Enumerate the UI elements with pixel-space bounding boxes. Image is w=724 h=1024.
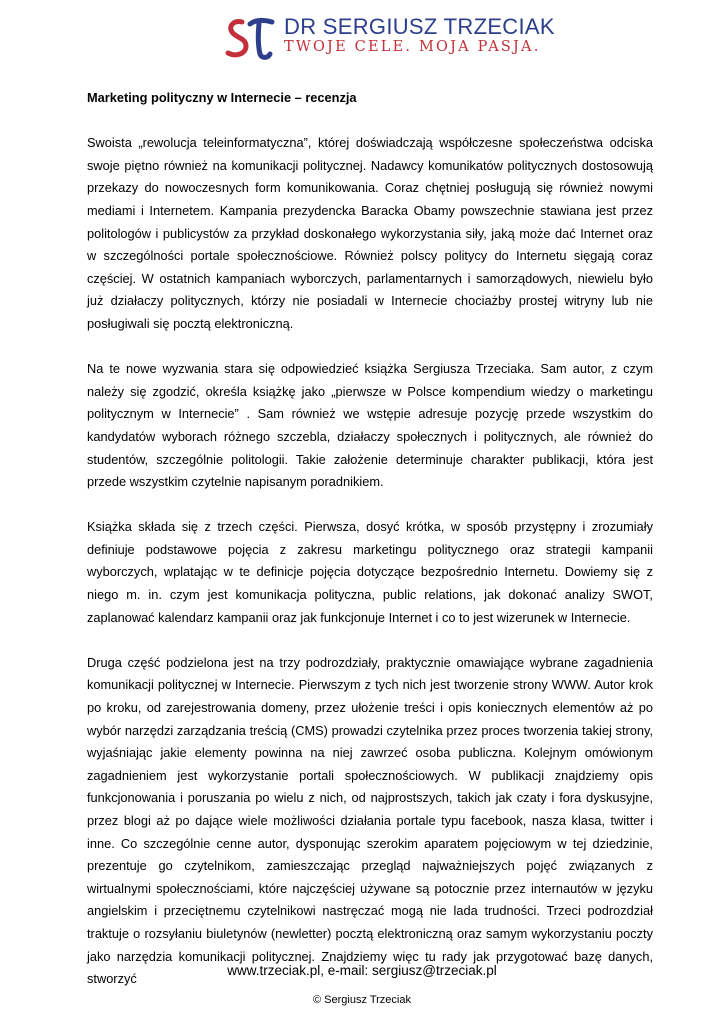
logo-icon <box>222 14 276 62</box>
document-body <box>87 87 653 1013</box>
footer-contact: www.trzeciak.pl, e-mail: sergiusz@trzeciak.pl <box>227 963 497 978</box>
footer-copyright: © Sergiusz Trzeciak <box>313 994 411 1006</box>
document-title: Marketing polityczny w Internecie – recenzja <box>87 90 357 105</box>
brand-tagline: TWOJE CELE. MOJA PASJA. <box>284 39 541 55</box>
brand-name: DR SERGIUSZ TRZECIAK <box>284 14 555 39</box>
paragraph-1: Swoista „rewolucja teleinformatyczna”, której doświadczają współczesne społeczeństwa odciska swoje piętno również na komunikacji politycznej. Nadawcy komunikatów politycznych dostosowują przekazy do nowoczesnych form komunikowania. Coraz chętniej posługują się również nowymi mediami i Internetem. Kampania prezydencka Baracka Obamy powszechnie stawiana jest przez politologów i publicystów za przykład doskonałego wykorzystania siły, jaką może dać Internet oraz w szczególności portale społecznościowe. Również polscy politycy do Internetu sięgają coraz częściej. W ostatnich kampaniach wyborczych, parlamentarnych i samorządowych, niewielu było już działaczy politycznych, którzy nie posiadali w Internecie chociażby prostej witryny lub nie posługiwali się pocztą elektroniczną. <box>87 135 653 331</box>
page-header <box>0 0 724 70</box>
paragraph-3: Książka składa się z trzech części. Pierwsza, dosyć krótka, w sposób przystępny i zrozumiały definiuje podstawowe pojęcia z zakresu marketingu politycznego oraz strategii kampanii wyborczych, wplatając w te definicje pojęcia dotyczące bezpośrednio Internetu. Dowiemy się z niego m. in. czym jest komunikacja polityczna, public relations, jak dokonać analizy SWOT, zaplanować kalendarz kampanii oraz jak funkcjonuje Internet i co to jest wizerunek w Internecie. <box>87 519 653 625</box>
paragraph-4: Druga część podzielona jest na trzy podrozdziały, praktycznie omawiające wybrane zagadnienia komunikacji politycznej w Internecie. Pierwszym z tych nich jest tworzenie strony WWW. Autor krok po kroku, od zarejestrowania domeny, przez ułożenie treści i opis koniecznych elementów aż po wybór narzędzi zarządzania treścią (CMS) prowadzi czytelnika przez proces tworzenia takiej strony, wyjaśniając jakie elementy powinna na niej zawrzeć osoba publiczna. Kolejnym omówionym zagadnieniem jest wykorzystanie portali społecznościowych. W publikacji znajdziemy opis funkcjonowania i poruszania po wielu z nich, od najprostszych, takich jak czaty i fora dyskusyjne, przez blogi aż po dające wiele możliwości działania portale typu facebook, nasza klasa, twitter i inne. Co szczególnie cenne autor, dysponując szerokim aparatem pojęciowym w tej dziedzinie, prezentuje go czytelnikom, zamieszczając przegląd najważniejszych pojęć związanych z wirtualnymi społecznościami, które najczęściej używane są potocznie przez internautów w języku angielskim i przeciętnemu czytelnikowi nastręczać mogą nie lada trudności. Trzeci podrozdział traktuje o rozsyłaniu biuletynów (newletter) pocztą elektroniczną oraz samym wykorzystaniu poczty jako narzędzia komunikacji politycznej. Znajdziemy więc tu rady jak przygotować bazę danych, stworzyć <box>87 654 653 987</box>
paragraph-2: Na te nowe wyzwania stara się odpowiedzieć książka Sergiusza Trzeciaka. Sam autor, z czym należy się zgodzić, określa książkę jako „pierwsze w Polsce kompendium wiedzy o marketingu politycznym w Internecie” . Sam również we wstępie adresuje pozycję przede wszystkim do kandydatów wyborach różnego szczebla, działaczy społecznych i politycznych, ale również do studentów, szczególnie politologii. Takie założenie determinuje charakter publikacji, która jest przede wszystkim czytelnie napisanym poradnikiem. <box>87 361 653 490</box>
